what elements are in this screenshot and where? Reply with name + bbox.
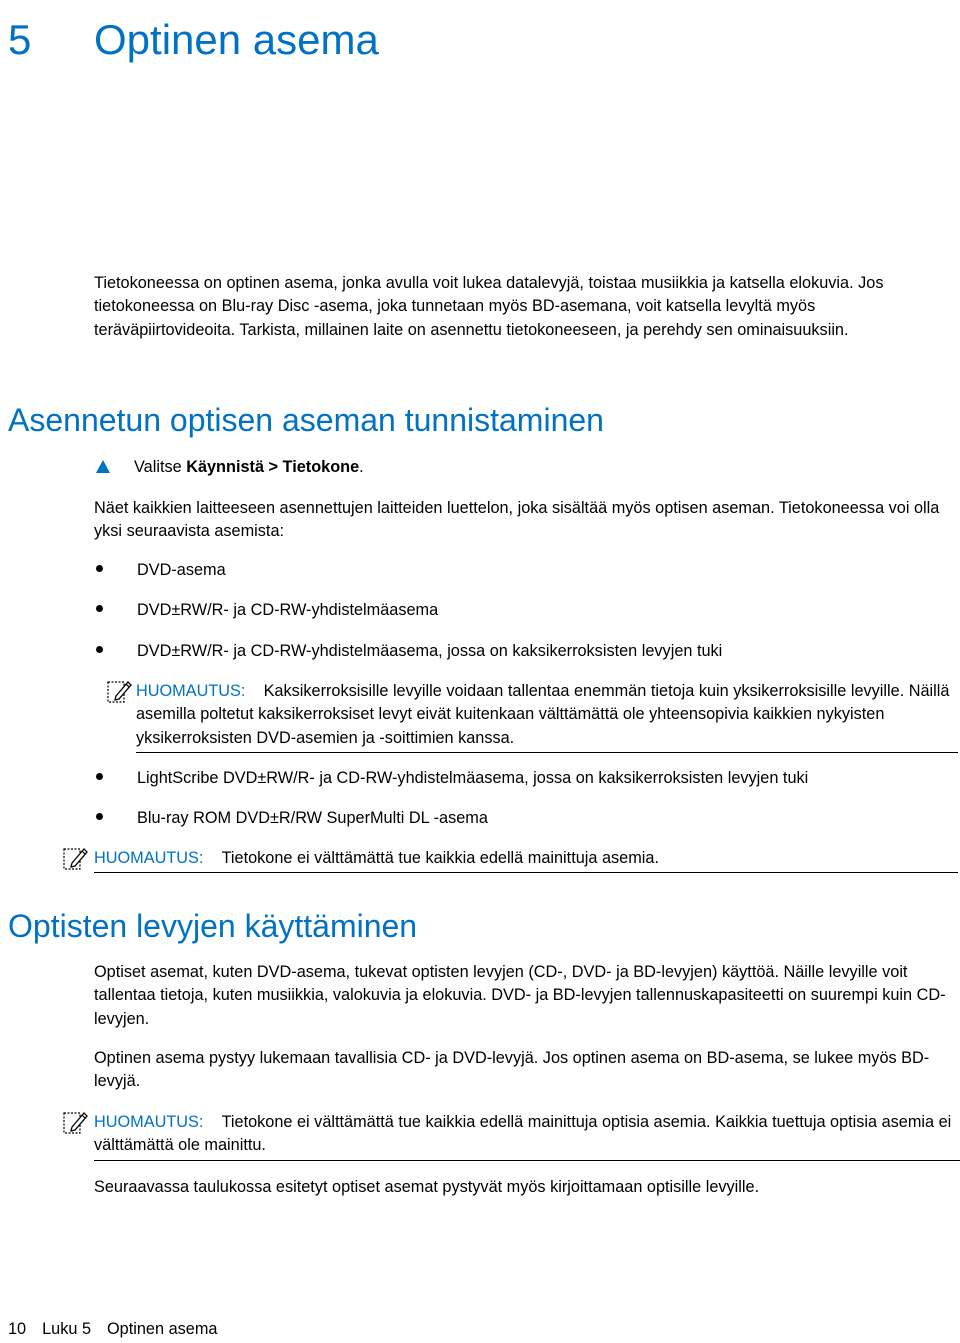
chapter-title <box>8 14 379 66</box>
usage-paragraph-3: Seuraavassa taulukossa esitetyt optiset asemat pystyvät myös kirjoittamaan optisille levyille. <box>94 1178 760 1196</box>
chapter-title-text: Optinen asema <box>94 16 379 63</box>
intro-paragraph: Tietokoneessa on optinen asema, jonka avulla voit lukea datalevyjä, toistaa musiikkia ja katsella elokuvia. Jos tietokoneessa on Blu-ray Disc -asema, joka tunnetaan myös BD-asemana, voit katsella levyltä myös teräväpiirtovideoita. Tarkista, millainen laite on asennettu tietokoneeseen, ja perehdy sen ominaisuuksiin. <box>94 274 884 339</box>
note-double-layer <box>136 680 958 750</box>
note-pencil-icon <box>62 845 88 871</box>
note-divider <box>94 1160 960 1161</box>
usage-paragraph-1: Optiset asemat, kuten DVD-asema, tukevat optisten levyjen (CD-, DVD- ja BD-levyjen) käyttöä. Näille levyille voit tallentaa tietoja, kuten musiikkia, valokuvia ja elokuvia. DVD- ja BD-levyjen tallennuskapasiteetti on suurempi kuin CD-levyjen. <box>94 963 946 1028</box>
bullet-dot-icon <box>96 813 103 820</box>
note-drive-support <box>94 847 958 870</box>
bullet-dot-icon <box>96 565 103 572</box>
note-divider <box>94 872 958 873</box>
note-divider <box>136 752 958 753</box>
footer-chapter-title: Optinen asema <box>107 1320 218 1338</box>
page-number: 10 <box>8 1320 27 1338</box>
note-text: Tietokone ei välttämättä tue kaikkia edellä mainittuja asemia. <box>221 849 659 867</box>
drive-list-intro: Näet kaikkien laitteeseen asennettujen laitteiden luettelon, joka sisältää myös optisen aseman. Tietokoneessa voi olla yksi seuraavista asemista: <box>94 499 940 541</box>
note-pencil-icon <box>106 678 132 704</box>
list-item: DVD-asema <box>96 559 226 582</box>
bullet-dot-icon <box>96 646 103 653</box>
note-label: HUOMAUTUS: <box>94 849 204 867</box>
step-item: Valitse Käynnistä > Tietokone. <box>96 456 364 479</box>
section-title-identify: Asennetun optisen aseman tunnistaminen <box>8 402 604 438</box>
note-text: Kaksikerroksisille levyille voidaan tallentaa enemmän tietoja kuin yksikerroksisille levyille. Näillä asemilla poltetut kaksikerroksiset levyt eivät kuitenkaan välttämättä ole yhteensopivia kaikkien nykyisten yksikerroksisten DVD-asemien ja -soittimien kanssa. <box>136 682 950 747</box>
bullet-dot-icon <box>96 773 103 780</box>
footer-chapter-label: Luku 5 <box>42 1320 92 1338</box>
chapter-number: 5 <box>8 16 32 63</box>
note-label: HUOMAUTUS: <box>136 682 246 700</box>
list-item: Blu-ray ROM DVD±R/RW SuperMulti DL -asema <box>96 807 488 830</box>
note-text: Tietokone ei välttämättä tue kaikkia edellä mainittuja optisia asemia. Kaikkia tuettuja optisia asemia ei välttämättä ole mainittu. <box>94 1113 952 1155</box>
bullet-dot-icon <box>96 605 103 612</box>
usage-paragraph-2: Optinen asema pystyy lukemaan tavallisia CD- ja DVD-levyjä. Jos optinen asema on BD-asema, se lukee myös BD-levyjä. <box>94 1049 930 1091</box>
page-footer <box>8 1318 233 1341</box>
list-item: DVD±RW/R- ja CD-RW-yhdistelmäasema <box>96 599 438 622</box>
blue-triangle-icon <box>96 460 110 473</box>
note-pencil-icon <box>62 1109 88 1135</box>
step-path: Käynnistä > Tietokone <box>186 458 360 476</box>
list-item: LightScribe DVD±RW/R- ja CD-RW-yhdistelmäasema, jossa on kaksikerroksisten levyjen tuki <box>96 767 808 790</box>
note-label: HUOMAUTUS: <box>94 1113 204 1131</box>
note-optical-drives <box>94 1111 960 1158</box>
section-title-usage: Optisten levyjen käyttäminen <box>8 908 418 944</box>
list-item: DVD±RW/R- ja CD-RW-yhdistelmäasema, jossa on kaksikerroksisten levyjen tuki <box>96 640 722 663</box>
